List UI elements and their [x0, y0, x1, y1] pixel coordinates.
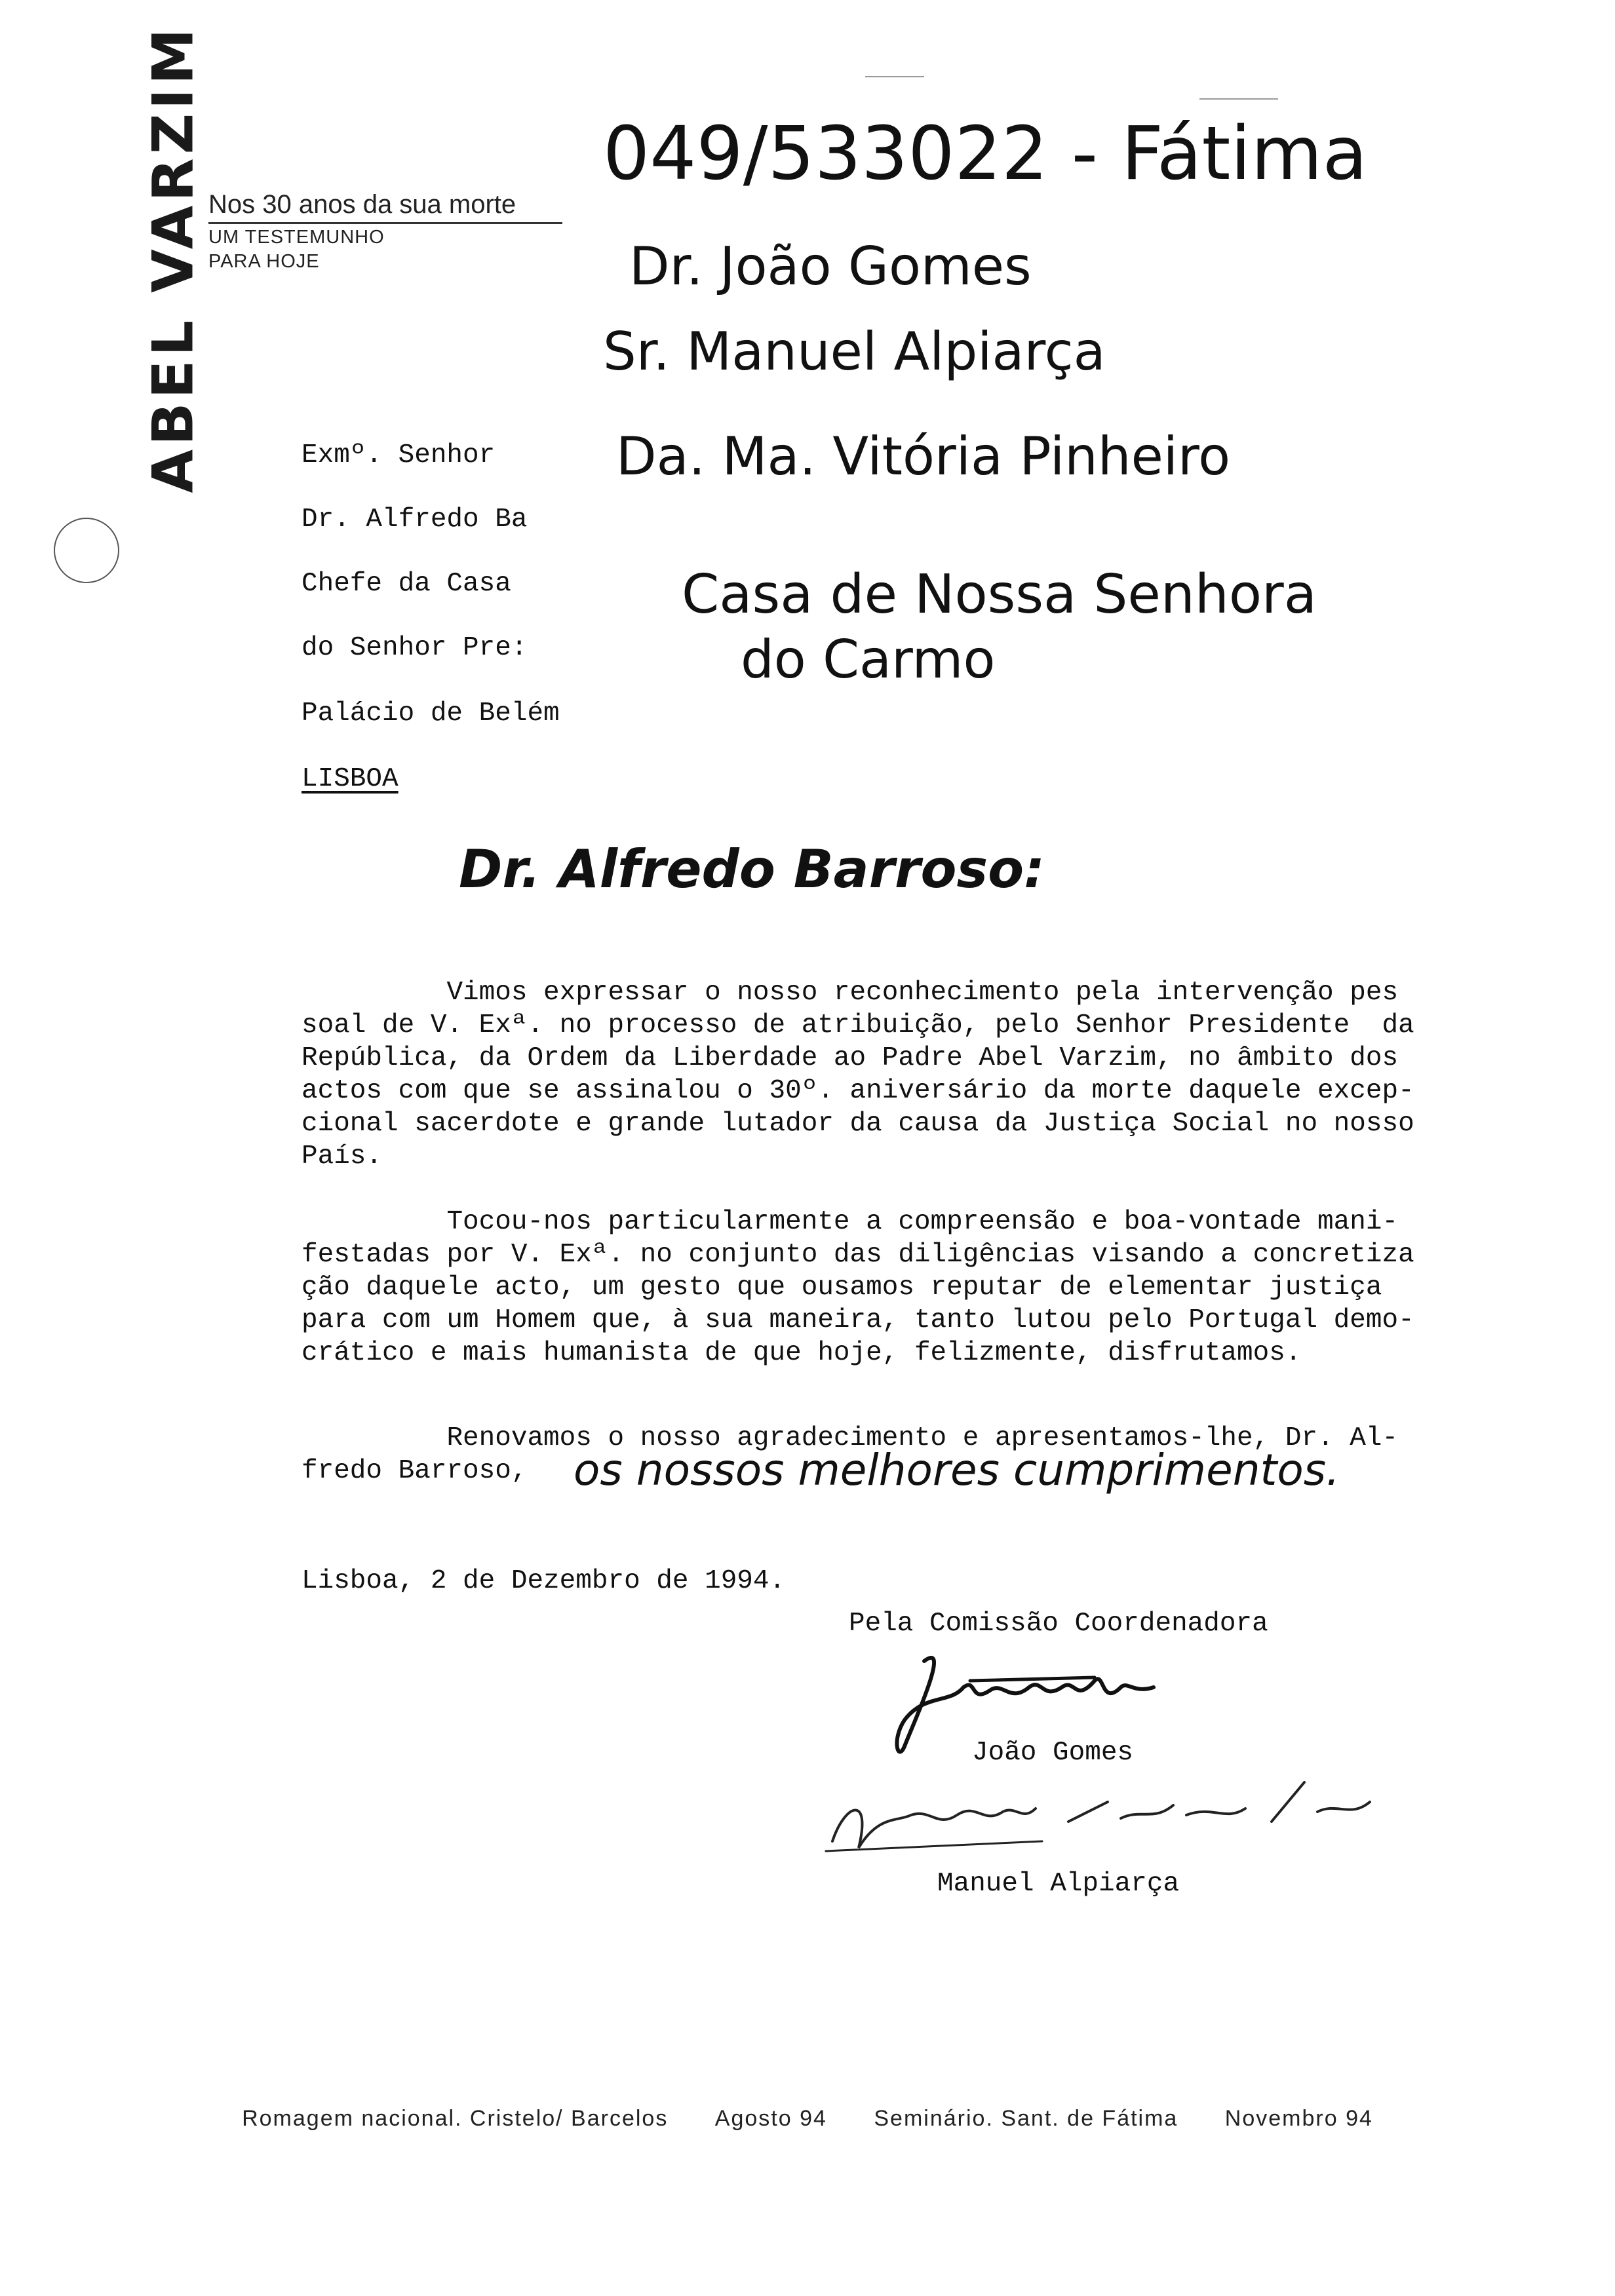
handwritten-cc-2: Sr. Manuel Alpiarça: [603, 321, 1106, 382]
handwritten-place-2: do Carmo: [741, 629, 996, 690]
letterhead-brand: [134, 24, 213, 493]
footer-item-4: Novembro 94: [1224, 2106, 1373, 2131]
brand-name: ABEL VARZIM: [141, 24, 206, 493]
address-line-4: do Senhor Pre:: [302, 633, 528, 663]
handwritten-cc-3: Da. Ma. Vitória Pinheiro: [616, 426, 1231, 487]
body-paragraph-1: Vimos expressar o nosso reconhecimento pela intervenção pes soal de V. Exª. no processo de atribuição, pelo Senhor Presidente da República, da Ordem da Liberdade ao Padre Abel Varzim, no âmbito dos actos com que se assinalou o 30º. aniversário da morte daquele excep- cional sacerdote e grande lutador da causa da Justiça Social no nosso País.: [302, 978, 1414, 1172]
handwritten-reference: 049/533022 - Fátima: [603, 111, 1368, 197]
body-paragraph-3-line-2: fredo Barroso,: [302, 1456, 528, 1486]
tagline-line-2: UM TESTEMUNHO: [208, 227, 385, 248]
body-paragraph-2: Tocou-nos particularmente a compreensão e boa-vontade mani- festadas por V. Exª. no conjunto das diligências visando a concretiza ção daquele acto, um gesto que ousamos reputar de elementar justiça para com um Homem que, à sua maneira, tanto lutou pelo Portugal demo- crático e mais humanista de que hoje, felizmente, disfrutamos.: [302, 1207, 1414, 1368]
scan-mark: [865, 76, 924, 77]
address-line-2: Dr. Alfredo Ba: [302, 505, 528, 535]
letterhead-tagline: [208, 190, 562, 273]
address-line-5: Palácio de Belém: [302, 698, 560, 729]
salutation: Dr. Alfredo Barroso:: [459, 839, 1045, 900]
handwritten-place-1: Casa de Nossa Senhora: [682, 564, 1317, 626]
committee-label: Pela Comissão Coordenadora: [849, 1609, 1268, 1639]
tagline-line-1: Nos 30 anos da sua morte: [208, 190, 562, 224]
address-city: LISBOA: [302, 764, 399, 794]
signer-1-name: João Gomes: [972, 1738, 1134, 1768]
address-line-1: Exmº. Senhor: [302, 440, 496, 470]
footer-item-2: Agosto 94: [714, 2106, 827, 2131]
footer-item-3: Seminário. Sant. de Fátima: [874, 2106, 1178, 2131]
body-paragraph-3-line-1: Renovamos o nosso agradecimento e apresentamos-lhe, Dr. Al-: [302, 1423, 1399, 1453]
footer-item-1: Romagem nacional. Cristelo/ Barcelos: [242, 2106, 669, 2131]
punch-hole: [54, 518, 119, 583]
footer: [0, 2106, 1615, 2132]
tagline-line-3: PARA HOJE: [208, 251, 320, 272]
signer-2-name: Manuel Alpiarça: [937, 1869, 1180, 1899]
signature-manuel-alpiarca: [819, 1776, 1409, 1867]
address-line-3: Chefe da Casa: [302, 569, 511, 599]
scan-mark: [1199, 98, 1278, 100]
letter-date: Lisboa, 2 de Dezembro de 1994.: [302, 1566, 786, 1596]
handwritten-cc-1: Dr. João Gomes: [629, 236, 1032, 297]
handwritten-closing: os nossos melhores cumprimentos.: [574, 1445, 1340, 1495]
